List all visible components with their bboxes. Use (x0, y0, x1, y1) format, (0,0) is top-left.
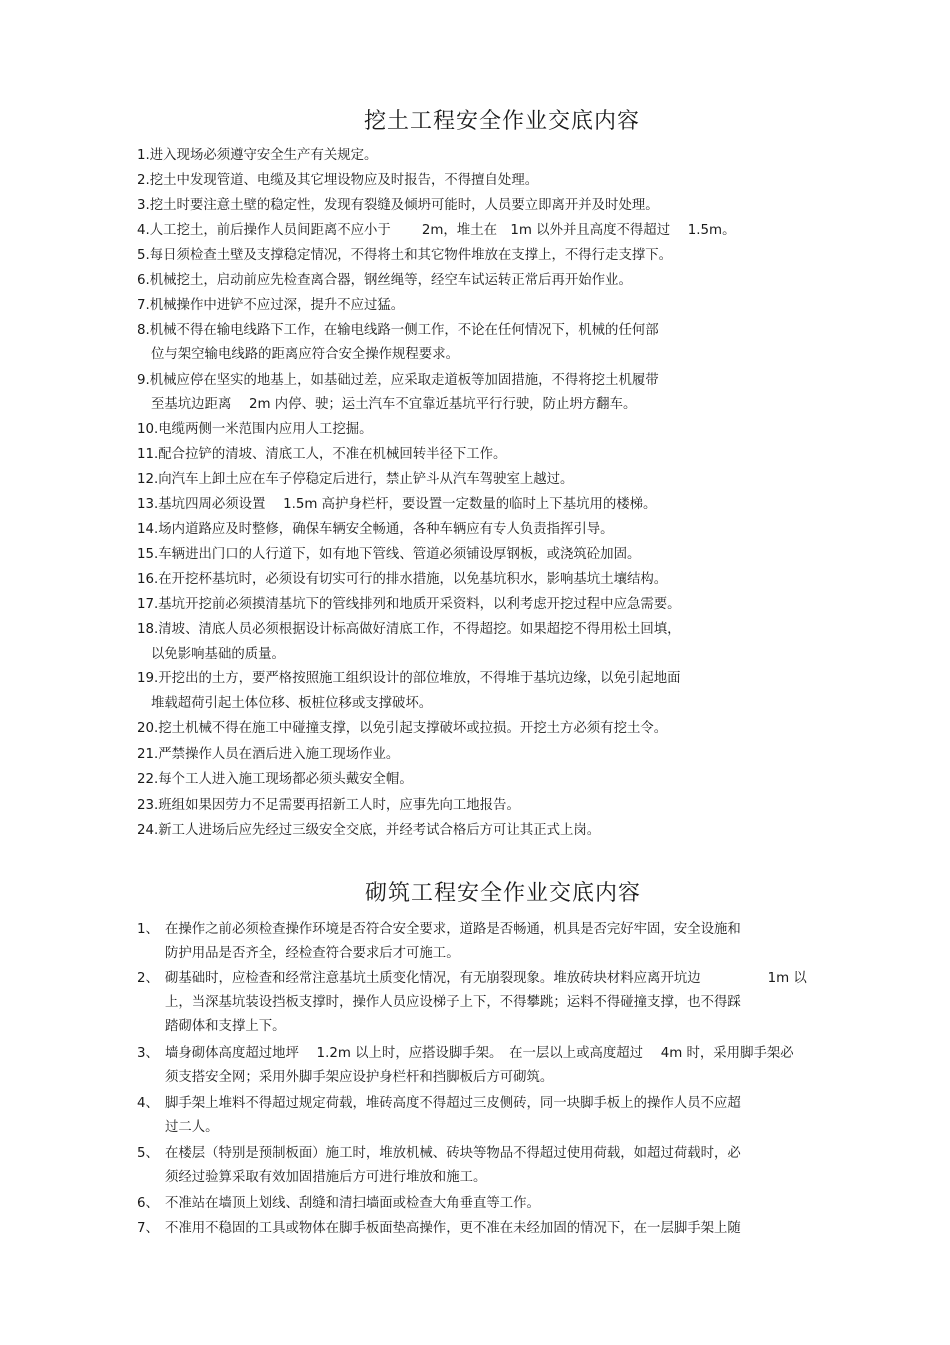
list-item-continuation-text: 堆载超荷引起土体位移、板桩位移或支撑破坏。 (151, 696, 433, 711)
list-item: 16.在开挖杯基坑时，必须设有切实可行的排水措施，以免基坑积水，影响基坑土壤结构。 (137, 572, 668, 587)
list-item-continuation (137, 642, 285, 667)
list-item: 24.新工人进场后应先经过三级安全交底，并经考试合格后方可让其正式上岗。 (137, 823, 601, 838)
item-text: 不准用不稳固的工具或物体在脚手板面垫高操作，更不准在未经加固的情况下，在一层脚手架上随 (165, 1221, 741, 1236)
list-item-continuation (137, 691, 432, 716)
list-item: 8.机械不得在输电线路下工作，在输电线路一侧工作，不论在任何情况下，机械的任何部 (137, 323, 659, 338)
list-item (137, 1192, 887, 1216)
list-item (137, 918, 887, 966)
item-text: 脚手架上堆料不得超过规定荷载，堆砖高度不得超过三皮侧砖，同一块脚手板上的操作人员不应超 过二人。 (165, 1096, 741, 1135)
list-item: 11.配合拉铲的清坡、清底工人，不准在机械回转半径下工作。 (137, 447, 507, 462)
list-item (137, 967, 887, 1039)
list-item: 17.基坑开挖前必须摸清基坑下的管线排列和地质开采资料，以利考虑开挖过程中应急需要。 (137, 597, 681, 612)
item-number: 4、 (137, 1096, 159, 1111)
list-item: 19.开挖出的土方，要严格按照施工组织设计的部位堆放，不得堆于基坑边缘，以免引起地面 (137, 671, 681, 686)
list-item: 18.清坡、清底人员必须根据设计标高做好清底工作，不得超挖。如果超挖不得用松土回填， (137, 622, 681, 637)
item-number: 1、 (137, 922, 159, 937)
list-item: 14.场内道路应及时整修，确保车辆安全畅通，各种车辆应有专人负责指挥引导。 (137, 522, 614, 537)
list-item (137, 1092, 887, 1140)
list-item (137, 1217, 887, 1241)
list-item: 23.班组如果因劳力不足需要再招新工人时，应事先向工地报告。 (137, 798, 520, 813)
item-text: 在操作之前必须检查操作环境是否符合安全要求，道路是否畅通，机具是否完好牢固，安全设施和 防护用品是否齐全，经检查符合要求后才可施工。 (165, 922, 741, 961)
list-item: 9.机械应停在坚实的地基上，如基础过差，应采取走道板等加固措施，不得将挖土机履带 (137, 373, 659, 388)
list-item-continuation-text: 至基坑边距离 2m 内停、驶；运土汽车不宜靠近基坑平行行驶，防止坍方翻车。 (151, 397, 637, 412)
item-number: 2、 (137, 971, 159, 986)
list-item (137, 1042, 887, 1090)
list-item: 10.电缆两侧一米范围内应用人工挖掘。 (137, 422, 373, 437)
list-item-continuation-text: 位与架空输电线路的距离应符合安全操作规程要求。 (151, 347, 459, 362)
item-number: 7、 (137, 1221, 159, 1236)
section1-title: 挖土工程安全作业交底内容 (364, 109, 641, 134)
list-item: 12.向汽车上卸土应在车子停稳定后进行，禁止铲斗从汽车驾驶室上越过。 (137, 472, 574, 487)
list-item: 20.挖土机械不得在施工中碰撞支撑，以免引起支撑破坏或拉损。开挖土方必须有挖土令。 (137, 721, 668, 736)
list-item-continuation (137, 342, 459, 367)
list-item-continuation (137, 392, 636, 417)
list-item: 15.车辆进出门口的人行道下，如有地下管线、管道必须铺设厚钢板，或浇筑砼加固。 (137, 547, 641, 562)
item-number: 6、 (137, 1196, 159, 1211)
list-item: 1.进入现场必须遵守安全生产有关规定。 (137, 148, 378, 163)
list-item (137, 1142, 887, 1190)
item-number: 3、 (137, 1046, 159, 1061)
item-text: 在楼层（特别是预制板面）施工时，堆放机械、砖块等物品不得超过使用荷载，如超过荷载时，必 须经过验算采取有效加固措施后方可进行堆放和施工。 (165, 1146, 741, 1185)
list-item: 3.挖土时要注意土壁的稳定性，发现有裂缝及倾坍可能时，人员要立即离开并及时处理。 (137, 198, 659, 213)
list-item: 5.每日须检查土壁及支撑稳定情况，不得将土和其它物件堆放在支撑上，不得行走支撑下。 (137, 248, 673, 263)
item-text: 墙身砌体高度超过地坪 1.2m 以上时，应搭设脚手架。 在一层以上或高度超过 4m 时，采用脚手架必 须支搭安全网；采用外脚手架应设护身栏杆和挡脚板后方可砌筑。 (165, 1046, 794, 1085)
item-text: 不准站在墙顶上划线、刮缝和清扫墙面或检查大角垂直等工作。 (165, 1196, 540, 1211)
list-item: 4.人工挖土，前后操作人员间距离不应小于 2m，堆土在 1m 以外并且高度不得超过 1.5m。 (137, 223, 736, 238)
list-item: 13.基坑四周必须设置 1.5m 高护身栏杆，要设置一定数量的临时上下基坑用的楼梯。 (137, 497, 657, 512)
list-item: 2.挖土中发现管道、电缆及其它埋设物应及时报告，不得擅自处理。 (137, 173, 539, 188)
list-item: 7.机械操作中进铲不应过深，提升不应过猛。 (137, 298, 405, 313)
list-item-continuation-text: 以免影响基础的质量。 (151, 647, 285, 662)
item-text: 砌基础时，应检查和经常注意基坑土质变化情况，有无崩裂现象。堆放砖块材料应离开坑边 1m 以 上，当深基坑装设挡板支撑时，操作人员应设梯子上下，不得攀跳；运料不得碰撞支撑，也不得踩 踏砌体和支撑上下。 (165, 971, 807, 1034)
list-item: 21.严禁操作人员在酒后进入施工现场作业。 (137, 747, 400, 762)
list-item: 22.每个工人进入施工现场都必须头戴安全帽。 (137, 772, 413, 787)
list-item: 6.机械挖土，启动前应先检查离合器，钢丝绳等，经空车试运转正常后再开始作业。 (137, 273, 632, 288)
item-number: 5、 (137, 1146, 159, 1161)
section2-title: 砌筑工程安全作业交底内容 (365, 881, 642, 906)
